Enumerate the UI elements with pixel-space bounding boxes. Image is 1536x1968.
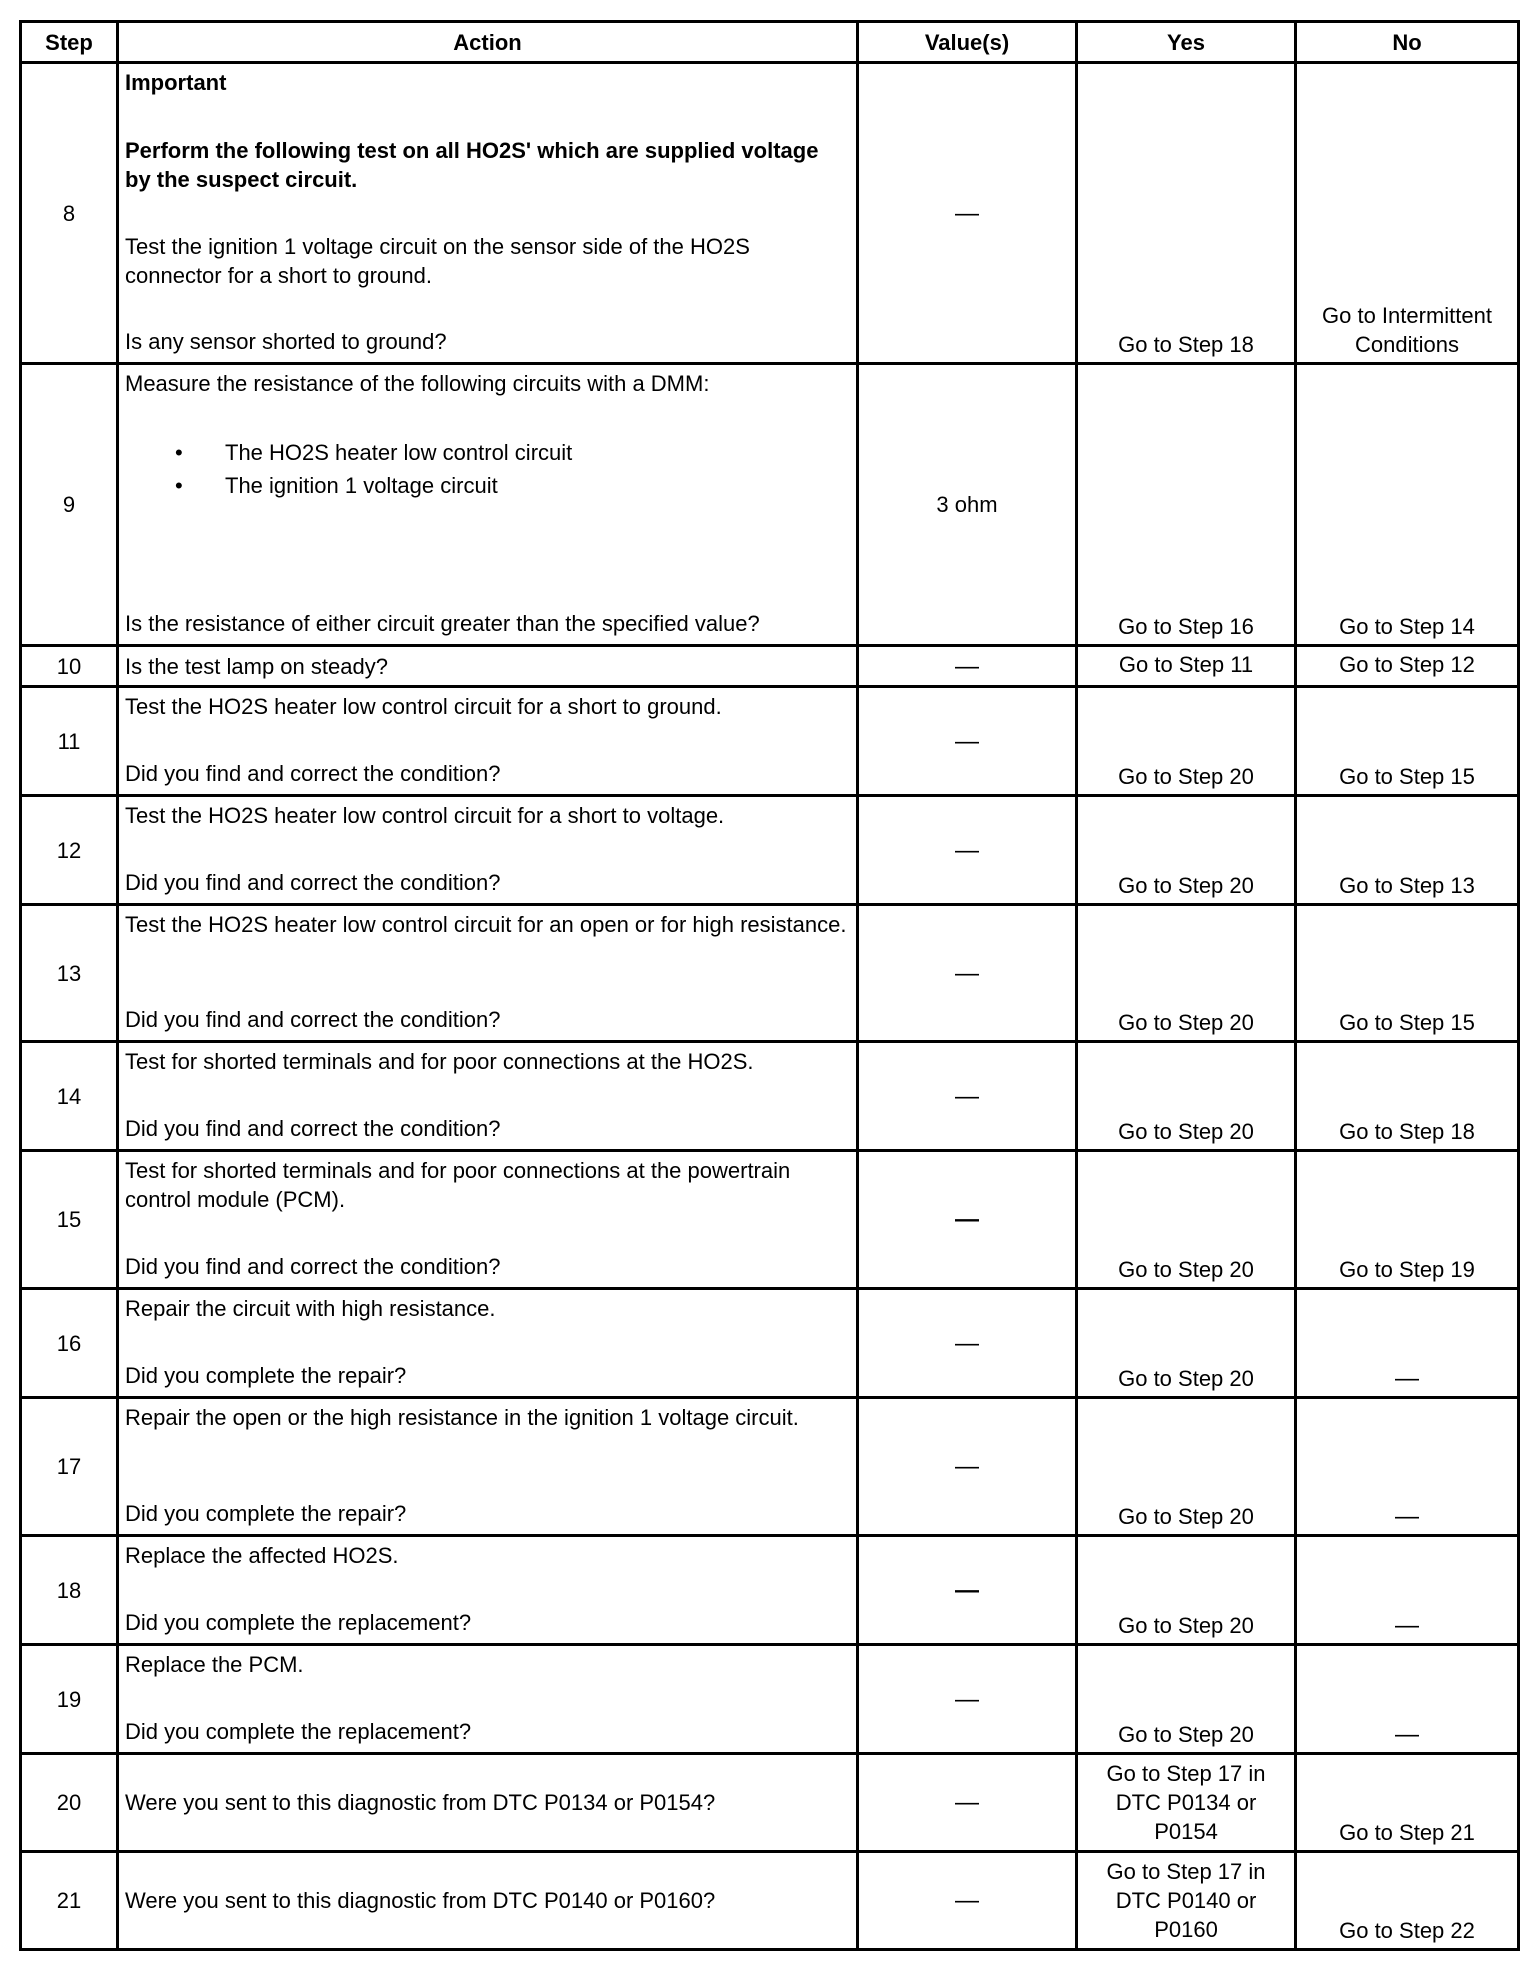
important-label: Important [125, 70, 227, 95]
value-cell: — [858, 1289, 1077, 1398]
action-question: Is any sensor shorted to ground? [125, 329, 447, 354]
no-link[interactable]: Go to Step 22 [1296, 1852, 1519, 1950]
no-link[interactable]: Go to Step 13 [1296, 796, 1519, 905]
yes-link[interactable]: Go to Step 17 in DTC P0140 or P0160 [1077, 1852, 1296, 1950]
action-cell [118, 1645, 858, 1754]
yes-link[interactable]: Go to Step 11 [1077, 646, 1296, 687]
action-cell [118, 1289, 858, 1398]
yes-link[interactable]: Go to Step 20 [1077, 1398, 1296, 1536]
no-link[interactable]: Go to Step 18 [1296, 1042, 1519, 1151]
value-cell: — [858, 1645, 1077, 1754]
action-question: Were you sent to this diagnostic from DTC P0134 or P0154? [125, 1790, 716, 1815]
yes-link[interactable]: Go to Step 20 [1077, 687, 1296, 796]
value-cell: — [858, 1151, 1077, 1289]
header-yes: Yes [1077, 22, 1296, 63]
table-row [21, 905, 1519, 1042]
action-question: Did you find and correct the condition? [125, 1007, 501, 1032]
table-row [21, 1645, 1519, 1754]
step-number: 14 [21, 1042, 118, 1151]
action-cell [118, 905, 858, 1042]
value-cell: — [858, 1754, 1077, 1852]
action-question: Did you find and correct the condition? [125, 1254, 501, 1279]
action-cell [118, 1852, 858, 1950]
list-item: • The ignition 1 voltage circuit [125, 471, 850, 500]
value-cell: — [858, 1398, 1077, 1536]
value-cell: — [858, 646, 1077, 687]
yes-link[interactable]: Go to Step 20 [1077, 1042, 1296, 1151]
no-value: — [1296, 1536, 1519, 1645]
table-row [21, 1398, 1519, 1536]
value-cell: — [858, 796, 1077, 905]
action-question: Did you find and correct the condition? [125, 761, 501, 786]
table-row [21, 63, 1519, 364]
no-link[interactable]: Go to Step 14 [1296, 364, 1519, 646]
value-cell: — [858, 1042, 1077, 1151]
no-value: — [1296, 1645, 1519, 1754]
value-cell: — [858, 905, 1077, 1042]
step-number: 16 [21, 1289, 118, 1398]
action-cell [118, 1151, 858, 1289]
value-cell: 3 ohm [858, 364, 1077, 646]
action-instruction: Repair the open or the high resistance in the ignition 1 voltage circuit. [125, 1405, 799, 1430]
value-cell: — [858, 687, 1077, 796]
action-question: Is the resistance of either circuit greater than the specified value? [125, 611, 760, 636]
table-row [21, 1151, 1519, 1289]
table-row [21, 796, 1519, 905]
action-cell [118, 1398, 858, 1536]
yes-link[interactable]: Go to Step 20 [1077, 796, 1296, 905]
action-question: Did you complete the replacement? [125, 1719, 472, 1744]
action-question: Did you find and correct the condition? [125, 1116, 501, 1141]
step-number: 13 [21, 905, 118, 1042]
action-question: Did you find and correct the condition? [125, 870, 501, 895]
action-cell [118, 687, 858, 796]
action-question: Is the test lamp on steady? [125, 653, 388, 679]
step-number: 15 [21, 1151, 118, 1289]
action-instruction: Test for shorted terminals and for poor connections at the powertrain control module (PCM). [125, 1158, 791, 1212]
step-number: 9 [21, 364, 118, 646]
table-row [21, 1536, 1519, 1645]
header-row [21, 22, 1519, 63]
action-instruction: Test for shorted terminals and for poor connections at the HO2S. [125, 1049, 754, 1074]
no-link[interactable]: Go to Step 21 [1296, 1754, 1519, 1852]
action-instruction: Repair the circuit with high resistance. [125, 1296, 496, 1321]
action-instruction: Test the ignition 1 voltage circuit on the sensor side of the HO2S connector for a short to ground. [125, 234, 750, 288]
table-row [21, 646, 1519, 687]
action-question: Were you sent to this diagnostic from DTC P0140 or P0160? [125, 1888, 716, 1913]
action-question: Did you complete the replacement? [125, 1610, 472, 1635]
action-cell [118, 1042, 858, 1151]
step-number: 19 [21, 1645, 118, 1754]
header-step: Step [21, 22, 118, 63]
action-cell [118, 646, 858, 687]
action-instruction: Replace the PCM. [125, 1652, 304, 1677]
step-number: 17 [21, 1398, 118, 1536]
action-instruction: Measure the resistance of the following circuits with a DMM: [125, 371, 710, 396]
action-instruction: Replace the affected HO2S. [125, 1543, 399, 1568]
yes-link[interactable]: Go to Step 17 in DTC P0134 or P0154 [1077, 1754, 1296, 1852]
table-row [21, 687, 1519, 796]
yes-link[interactable]: Go to Step 20 [1077, 1289, 1296, 1398]
action-instruction: Test the HO2S heater low control circuit for an open or for high resistance. [125, 912, 847, 937]
yes-link[interactable]: Go to Step 20 [1077, 905, 1296, 1042]
no-link[interactable]: Go to Step 15 [1296, 687, 1519, 796]
step-number: 18 [21, 1536, 118, 1645]
header-value: Value(s) [858, 22, 1077, 63]
action-cell [118, 364, 858, 646]
action-question: Did you complete the repair? [125, 1363, 407, 1388]
step-number: 8 [21, 63, 118, 364]
value-cell: — [858, 1852, 1077, 1950]
no-link[interactable]: Go to Step 19 [1296, 1151, 1519, 1289]
list-item: • The HO2S heater low control circuit [125, 438, 850, 467]
table-row [21, 1042, 1519, 1151]
yes-link[interactable]: Go to Step 20 [1077, 1645, 1296, 1754]
yes-link[interactable]: Go to Step 20 [1077, 1536, 1296, 1645]
action-cell [118, 796, 858, 905]
table-row [21, 364, 1519, 646]
step-number: 10 [21, 646, 118, 687]
no-link[interactable]: Go to Intermittent Conditions [1296, 63, 1519, 364]
action-instruction: Test the HO2S heater low control circuit for a short to voltage. [125, 803, 725, 828]
table-row [21, 1754, 1519, 1852]
action-cell [118, 1754, 858, 1852]
yes-link[interactable]: Go to Step 18 [1077, 63, 1296, 364]
no-value: — [1296, 1289, 1519, 1398]
header-action: Action [118, 22, 858, 63]
no-link[interactable]: Go to Step 15 [1296, 905, 1519, 1042]
table-row [21, 1289, 1519, 1398]
action-cell [118, 1536, 858, 1645]
diagnostic-table [19, 20, 1520, 1951]
no-value: — [1296, 1398, 1519, 1536]
step-number: 11 [21, 687, 118, 796]
no-link[interactable]: Go to Step 12 [1296, 646, 1519, 687]
step-number: 20 [21, 1754, 118, 1852]
table-row [21, 1852, 1519, 1950]
step-number: 12 [21, 796, 118, 905]
yes-link[interactable]: Go to Step 20 [1077, 1151, 1296, 1289]
header-no: No [1296, 22, 1519, 63]
action-question: Did you complete the repair? [125, 1501, 407, 1526]
value-cell: — [858, 63, 1077, 364]
action-instruction: Test the HO2S heater low control circuit for a short to ground. [125, 694, 722, 719]
action-cell [118, 63, 858, 364]
value-cell: — [858, 1536, 1077, 1645]
step-number: 21 [21, 1852, 118, 1950]
circuit-list [125, 438, 850, 500]
important-note: Perform the following test on all HO2S' which are supplied voltage by the suspect circuit. [125, 138, 819, 192]
yes-link[interactable]: Go to Step 16 [1077, 364, 1296, 646]
